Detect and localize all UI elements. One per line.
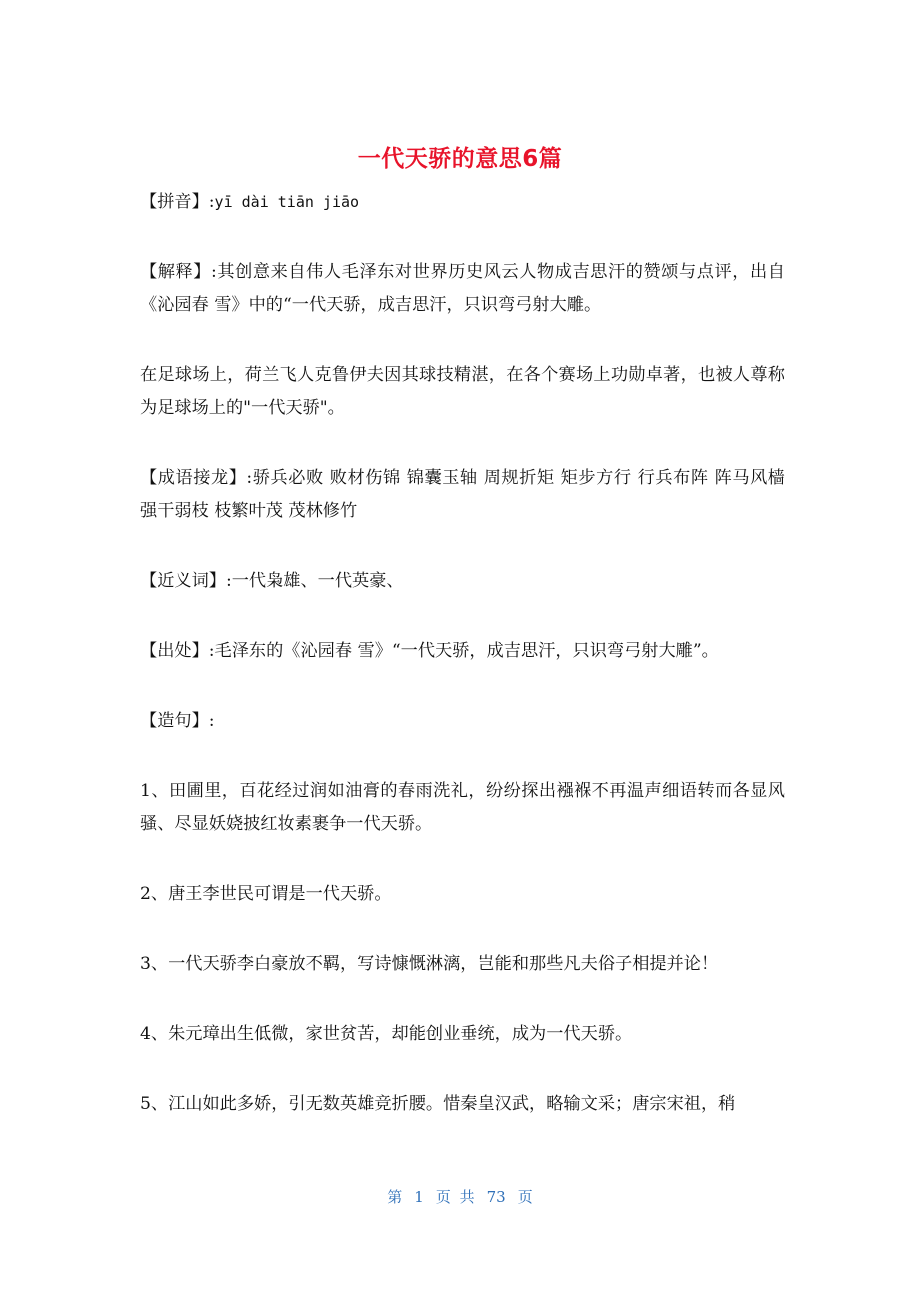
synonyms-label: 【近义词】:	[140, 571, 232, 591]
examples-label: 【造句】:	[140, 711, 215, 731]
pinyin-label: 【拼音】:	[140, 192, 215, 212]
source-paragraph	[140, 635, 785, 668]
pinyin-value: yī dài tiān jiāo	[214, 193, 360, 211]
examples-heading	[140, 705, 785, 738]
page-footer	[0, 1186, 920, 1207]
source-label: 【出处】:	[140, 641, 215, 661]
footer-total-pages: 73	[486, 1188, 506, 1206]
idiom-chain-label: 【成语接龙】:	[140, 468, 253, 488]
football-paragraph	[140, 359, 785, 425]
footer-middle: 页 共	[435, 1188, 475, 1206]
explanation-paragraph	[140, 256, 785, 322]
idiom-chain-paragraph	[140, 462, 785, 528]
explanation-text: 其创意来自伟人毛泽东对世界历史风云人物成吉思汗的赞颂与点评，出自《沁园春 雪》中的“一代天骄，成吉思汗，只识弯弓射大雕。	[140, 262, 785, 315]
example-sentence: 3、一代天骄李白豪放不羁，写诗慷慨淋漓，岂能和那些凡夫俗子相提并论！	[140, 954, 719, 974]
pinyin-paragraph	[140, 186, 785, 219]
football-text: 在足球场上，荷兰飞人克鲁伊夫因其球技精湛，在各个赛场上功勋卓著，也被人尊称为足球场上的"一代天骄"。	[140, 365, 785, 418]
synonyms-text: 一代枭雄、一代英豪、	[231, 571, 404, 591]
example-sentence: 1、田圃里，百花经过润如油膏的春雨洗礼，纷纷探出襁褓不再温声细语转而各显风骚、尽显妖娆披红妆素裹争一代天骄。	[140, 781, 785, 834]
footer-prefix: 第	[387, 1188, 403, 1206]
example-sentence: 5、江山如此多娇，引无数英雄竞折腰。惜秦皇汉武，略输文采；唐宗宋祖，稍	[140, 1094, 736, 1114]
example-sentence: 4、朱元璋出生低微，家世贫苦，却能创业垂统，成为一代天骄。	[140, 1024, 633, 1044]
synonyms-paragraph	[140, 565, 785, 598]
document-body	[140, 186, 785, 1158]
footer-page-number: 1	[414, 1188, 424, 1206]
explanation-label: 【解释】:	[140, 262, 217, 282]
example-sentence: 2、唐王李世民可谓是一代天骄。	[140, 884, 392, 904]
source-text: 毛泽东的《沁园春 雪》“一代天骄，成吉思汗，只识弯弓射大雕”。	[214, 641, 719, 661]
document-title: 一代天骄的意思6篇	[357, 146, 563, 172]
footer-suffix: 页	[517, 1188, 533, 1206]
idiom-chain-text: 骄兵必败 败材伤锦 锦囊玉轴 周规折矩 矩步方行 行兵布阵 阵马风樯 强干弱枝 枝繁叶茂 茂林修竹	[140, 468, 785, 521]
